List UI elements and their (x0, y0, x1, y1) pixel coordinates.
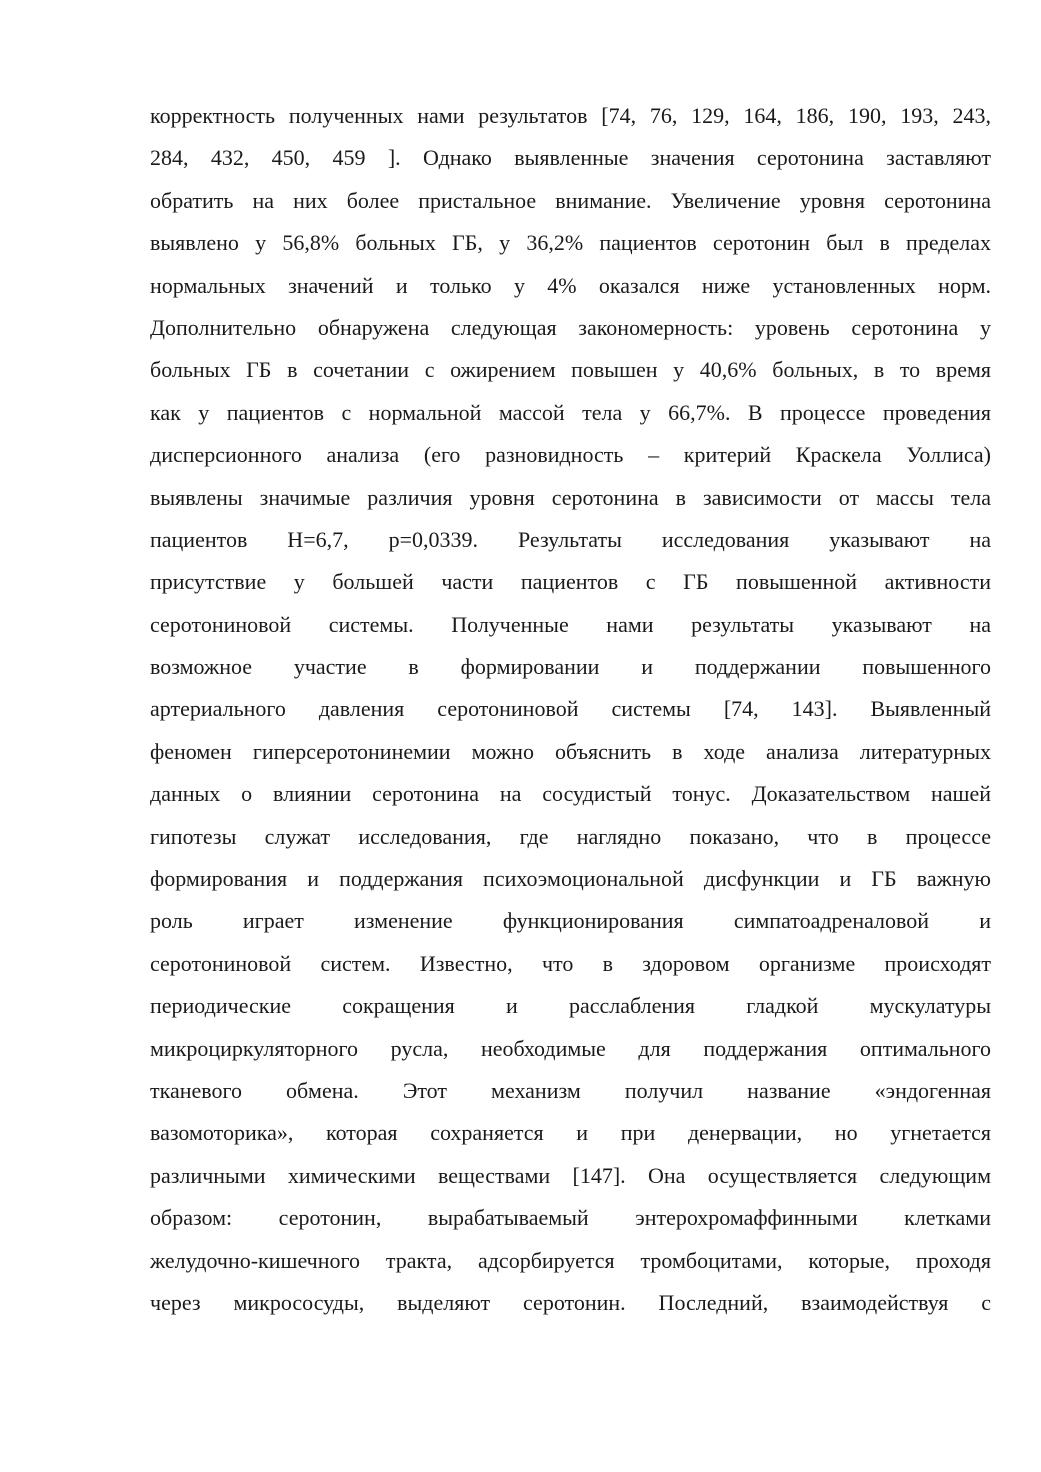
text-line: обратить на них более пристальное внимание. Увеличение уровня серотонина (150, 187, 991, 213)
text-line: микроциркуляторного русла, необходимые для поддержания оптимального (150, 1035, 991, 1061)
text-line: периодические сокращения и расслабления гладкой мускулатуры (150, 993, 991, 1019)
text-line: больных ГБ в сочетании с ожирением повышен у 40,6% больных, в то время (150, 357, 991, 383)
text-line: роль играет изменение функционирования симпатоадреналовой и (150, 908, 991, 934)
text-line: различными химическими веществами [147]. Она осуществляется следующим (150, 1162, 991, 1188)
text-line: формирования и поддержания психоэмоциональной дисфункции и ГБ важную (150, 866, 991, 892)
text-line: вазомоторика», которая сохраняется и при денервации, но угнетается (150, 1120, 991, 1146)
text-line: желудочно-кишечного тракта, адсорбируется тромбоцитами, которые, проходя (150, 1247, 991, 1273)
text-line: пациентов H=6,7, p=0,0339. Результаты исследования указывают на (150, 526, 991, 552)
text-line: присутствие у большей части пациентов с ГБ повышенной активности (150, 569, 991, 595)
text-line: дисперсионного анализа (его разновидность – критерий Краскела Уоллиса) (150, 442, 991, 468)
text-line: возможное участие в формировании и поддержании повышенного (150, 654, 991, 680)
text-line: серотониновой систем. Известно, что в здоровом организме происходят (150, 950, 991, 976)
text-line: как у пациентов с нормальной массой тела у 66,7%. В процессе проведения (150, 399, 991, 425)
text-line: корректность полученных нами результатов [74, 76, 129, 164, 186, 190, 193, 243, (150, 103, 991, 128)
text-line: гипотезы служат исследования, где наглядно показано, что в процессе (150, 823, 991, 849)
text-line: через микрососуды, выделяют серотонин. Последний, взаимодействуя с (150, 1289, 991, 1315)
text-line: данных о влиянии серотонина на сосудистый тонус. Доказательством нашей (150, 781, 991, 807)
text-line: тканевого обмена. Этот механизм получил название «эндогенная (150, 1077, 991, 1103)
text-line: 284, 432, 450, 459 ]. Однако выявленные значения серотонина заставляют (150, 145, 991, 171)
text-line: феномен гиперсеротонинемии можно объяснить в ходе анализа литературных (150, 738, 991, 764)
text-line: нормальных значений и только у 4% оказался ниже установленных норм. (150, 272, 991, 298)
text-line: артериального давления серотониновой системы [74, 143]. Выявленный (150, 696, 991, 722)
text-line: Дополнительно обнаружена следующая закономерность: уровень серотонина у (150, 314, 991, 340)
body-paragraph (150, 95, 991, 1324)
text-line: выявлены значимые различия уровня серотонина в зависимости от массы тела (150, 484, 991, 510)
text-line: серотониновой системы. Полученные нами результаты указывают на (150, 611, 991, 637)
text-line: выявлено у 56,8% больных ГБ, у 36,2% пациентов серотонин был в пределах (150, 230, 991, 256)
text-line: образом: серотонин, вырабатываемый энтерохромаффинными клетками (150, 1205, 991, 1231)
